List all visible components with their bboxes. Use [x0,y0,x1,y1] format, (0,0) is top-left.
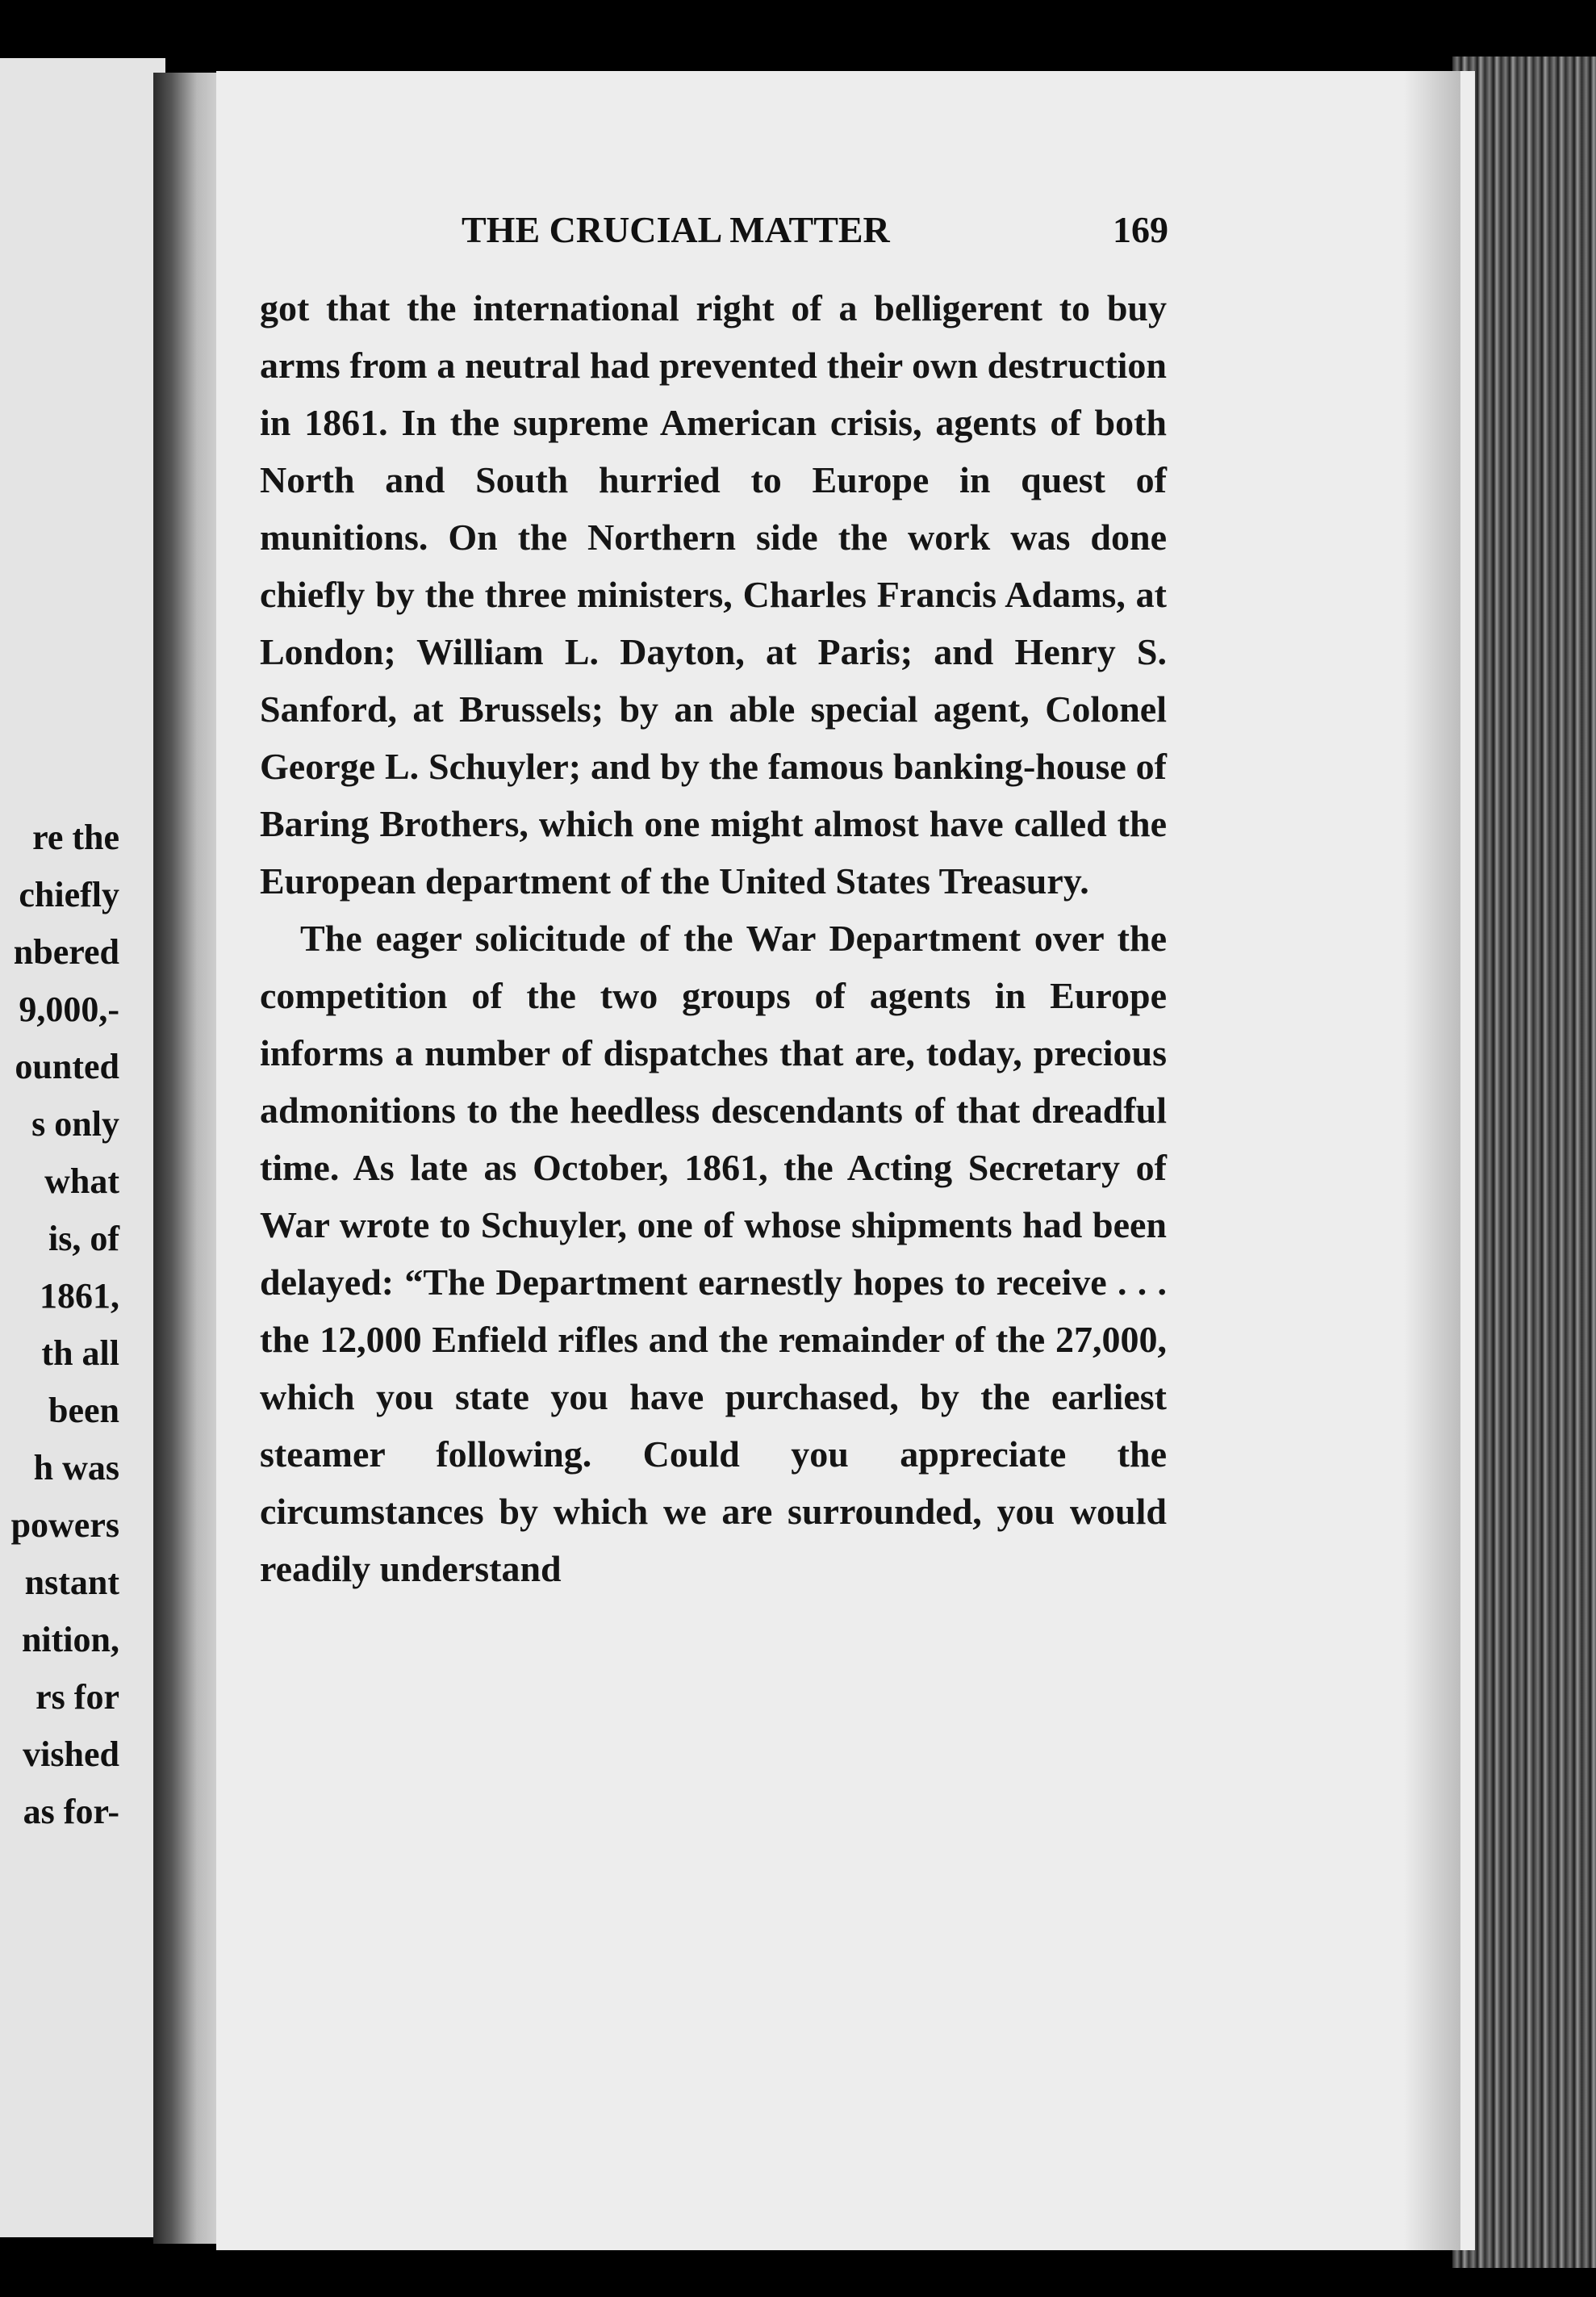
page-number: 169 [1113,209,1168,250]
left-line: been [48,1391,119,1430]
left-line: nstant [24,1563,119,1602]
left-line: s only [31,1104,119,1144]
left-line: rs for [36,1677,119,1717]
paragraph: The eager solicitude of the War Department over the competition of the two groups of agents in Europe informs a number of dispatches that are, today, precious admonitions to the heedless descendants of that dreadful time. As late as October, 1861, the Acting Secretary of War wrote to Schuyler, one of whose shipments had been delayed: “The Department earnestly hopes to receive . . . the 12,000 Enfield rifles and the remainder of the 27,000, which you state you have purchased, by the earliest steamer following. Could you appreciate the circumstances by which we are surrounded, you would readily understand [260,918,1167,1589]
book-gutter [153,73,226,2244]
left-line: h was [33,1448,119,1487]
left-line: 1861, [40,1276,119,1316]
left-page-text-fragments [0,809,119,1840]
left-line: re the [32,818,119,857]
page-header [462,208,1168,265]
left-line: nition, [21,1620,119,1659]
left-page-fragment [0,58,165,2237]
left-line: as for- [23,1792,119,1831]
left-line: th all [41,1333,119,1373]
left-line: is, of [48,1219,119,1258]
body-text [260,279,1167,1597]
left-line: chiefly [19,875,119,914]
left-line: powers [10,1505,119,1545]
left-line: what [44,1161,119,1201]
left-line: 9,000,- [19,990,119,1029]
paragraph: got that the international right of a belligerent to buy arms from a neutral had prevented their own destruction in 1861. In the supreme American crisis, agents of both North and South hurried to Europe in quest of munitions. On the Northern side the work was done chiefly by the three ministers, Charles Francis Adams, at London; William L. Dayton, at Paris; and Henry S. Sanford, at Brussels; by an able special agent, Colonel George L. Schuyler; and by the famous banking-house of Baring Brothers, which one might almost have called the European department of the United States Treasury. [260,287,1167,902]
page-curl-shadow [1404,71,1460,2250]
left-line: vished [23,1734,119,1774]
running-head: THE CRUCIAL MATTER [462,209,890,250]
left-line: nbered [13,932,119,972]
left-line: ounted [15,1047,119,1086]
